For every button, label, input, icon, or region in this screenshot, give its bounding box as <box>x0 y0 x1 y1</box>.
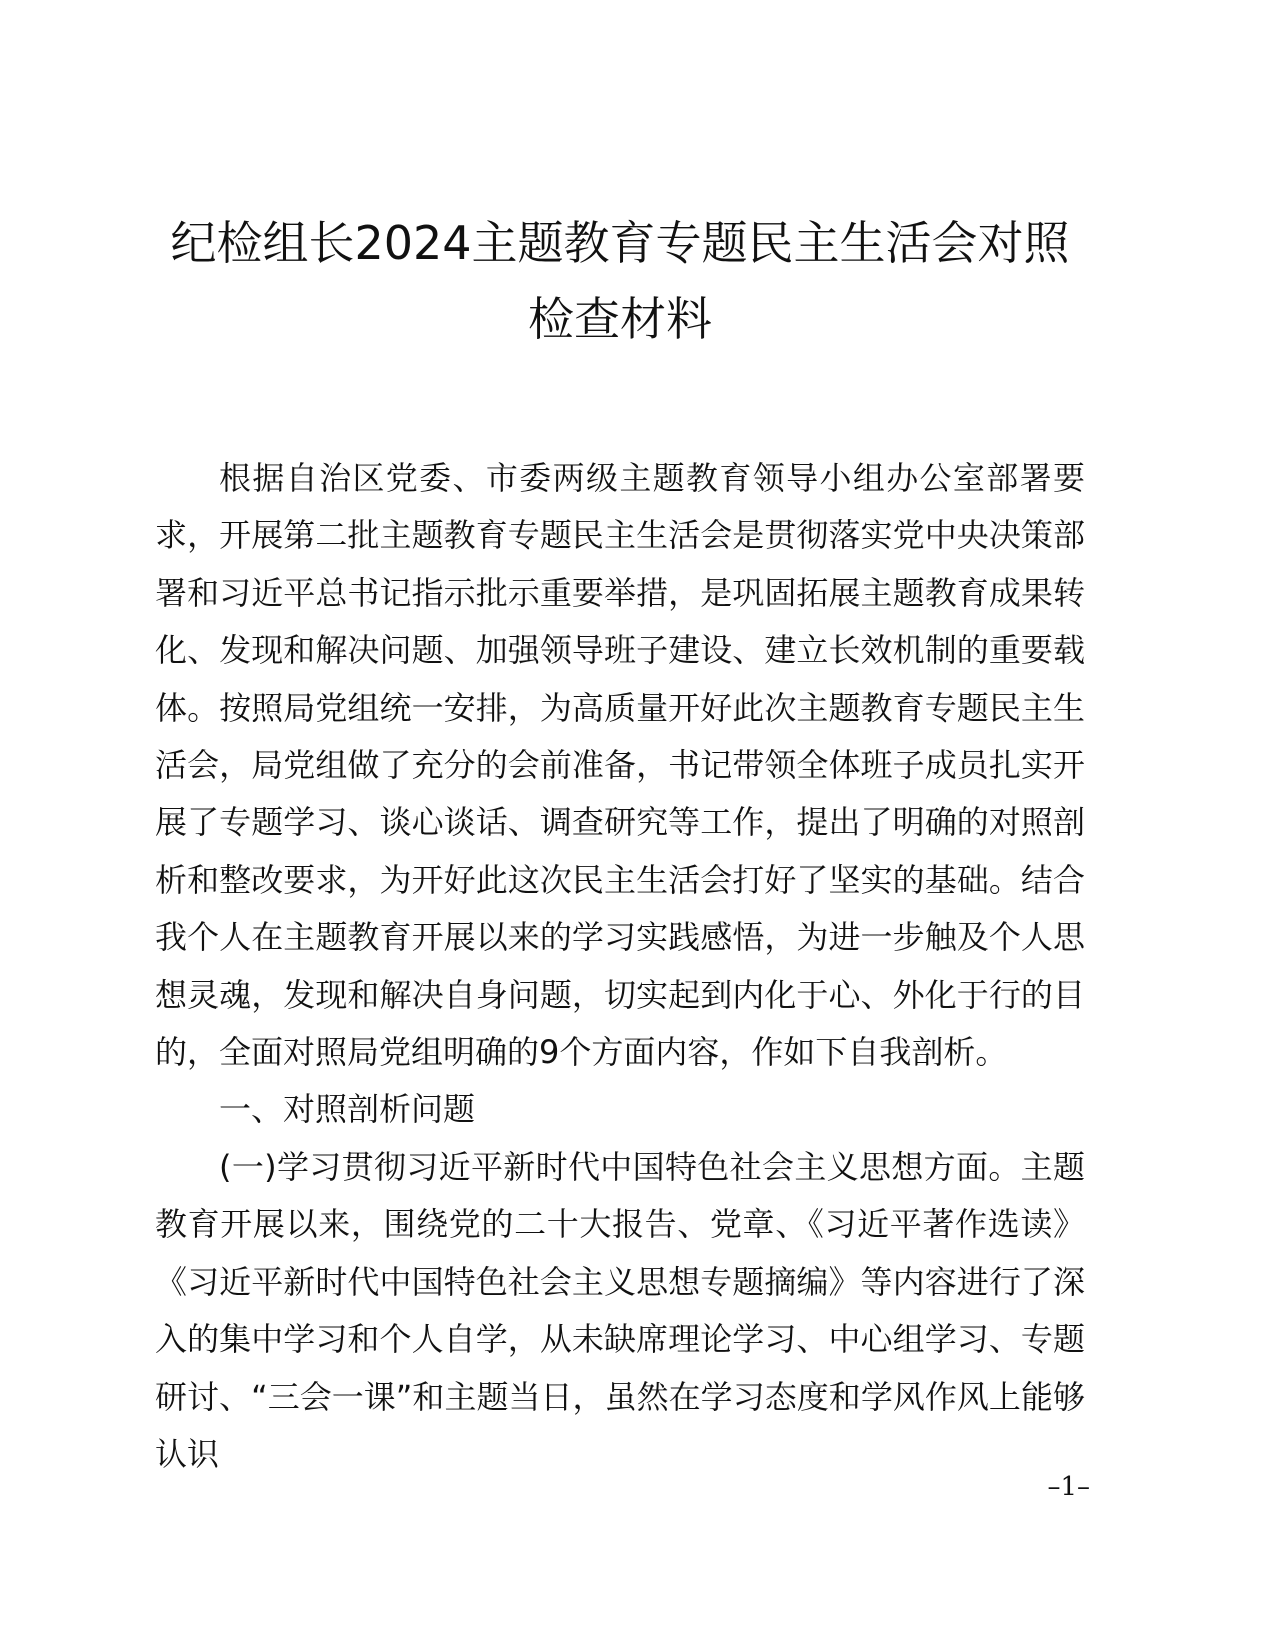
subsection-paragraph: (一)学习贯彻习近平新时代中国特色社会主义思想方面。主题教育开展以来，围绕党的二十大报告、党章、《习近平著作选读》《习近平新时代中国特色社会主义思想专题摘编》等内容进行了深入的集中学习和个人自学，从未缺席理论学习、中心组学习、专题研讨、“三会一课”和主题当日，虽然在学习态度和学风作风上能够认识 <box>155 1147 1085 1473</box>
section-heading: 一、对照剖析问题 <box>219 1090 476 1129</box>
intro-paragraph: 根据自治区党委、市委两级主题教育领导小组办公室部署要求，开展第二批主题教育专题民主生活会是贯彻落实党中央决策部署和习近平总书记指示批示重要举措，是巩固拓展主题教育成果转化、发现和解决问题、加强领导班子建设、建立长效机制的重要载体。按照局党组统一安排，为高质量开好此次主题教育专题民主生活会，局党组做了充分的会前准备，书记带领全体班子成员扎实开展了专题学习、谈心谈话、调查研究等工作，提出了明确的对照剖析和整改要求，为开好此这次民主生活会打好了坚实的基础。结合我个人在主题教育开展以来的学习实践感悟，为进一步触及个人思想灵魂，发现和解决自身问题，切实起到内化于心、外化于行的目的，全面对照局党组明确的9个方面内容，作如下自我剖析。 <box>155 459 1085 1072</box>
document-body <box>155 450 1085 1483</box>
document-title: 纪检组长2024主题教育专题民主生活会对照检查材料 <box>170 216 1070 346</box>
page-number: –1– <box>1047 1472 1090 1502</box>
